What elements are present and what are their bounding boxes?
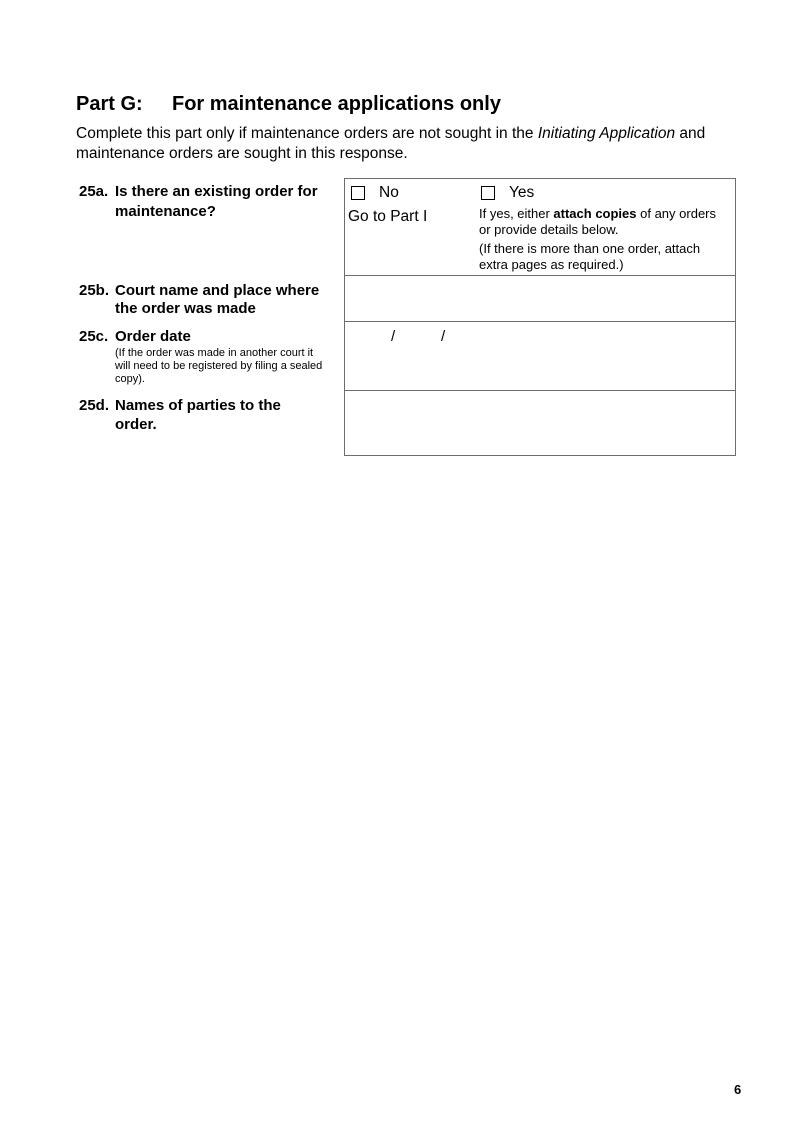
section-title: For maintenance applications only bbox=[172, 93, 501, 115]
order-date-field[interactable] bbox=[344, 321, 736, 391]
date-separator: / bbox=[391, 328, 396, 345]
question-text-line2: the order was made bbox=[115, 300, 256, 317]
question-number: 25c. bbox=[79, 328, 109, 345]
yes-note-text: If yes, either bbox=[479, 206, 554, 221]
answer-25a-box bbox=[344, 178, 736, 276]
question-note-line3: copy). bbox=[115, 373, 145, 385]
section-intro bbox=[76, 124, 756, 164]
question-note-line2: will need to be registered by filing a sealed bbox=[115, 360, 323, 372]
question-text-line1: Names of parties to the bbox=[115, 397, 281, 414]
yes-note-line4: extra pages as required.) bbox=[479, 257, 624, 272]
intro-italic-text: Initiating Application bbox=[537, 125, 676, 142]
question-text-line1: Is there an existing order for bbox=[115, 183, 318, 200]
intro-text-start: Complete this part only if maintenance orders are not sought in the bbox=[76, 125, 538, 142]
intro-text-end: and maintenance orders are sought in this response. bbox=[76, 125, 706, 162]
yes-note-line1 bbox=[479, 206, 716, 222]
page-number: 6 bbox=[734, 1082, 742, 1097]
section-heading bbox=[76, 93, 501, 116]
yes-checkbox[interactable] bbox=[481, 186, 495, 200]
yes-note-line3: (If there is more than one order, attach bbox=[479, 241, 701, 256]
parties-names-field[interactable] bbox=[344, 390, 736, 456]
no-label: No bbox=[379, 184, 399, 201]
section-code: Part G: bbox=[76, 93, 143, 115]
question-number: 25b. bbox=[79, 282, 110, 299]
question-note-line1: (If the order was made in another court it bbox=[115, 347, 314, 359]
question-number: 25a. bbox=[79, 183, 109, 200]
yes-note-text-end: of any orders bbox=[636, 206, 717, 221]
question-text-line1: Court name and place where bbox=[115, 282, 320, 299]
date-separator: / bbox=[441, 328, 446, 345]
question-text-line1: Order date bbox=[115, 328, 191, 345]
court-name-field[interactable] bbox=[344, 275, 736, 322]
yes-note-bold: attach copies bbox=[553, 206, 637, 221]
no-checkbox[interactable] bbox=[351, 186, 365, 200]
yes-label: Yes bbox=[509, 184, 535, 201]
question-number: 25d. bbox=[79, 397, 110, 414]
question-text-line2: maintenance? bbox=[115, 203, 216, 220]
yes-note-line2: or provide details below. bbox=[479, 222, 619, 237]
question-text-line2: order. bbox=[115, 416, 157, 433]
go-to-instruction: Go to Part I bbox=[348, 208, 428, 225]
